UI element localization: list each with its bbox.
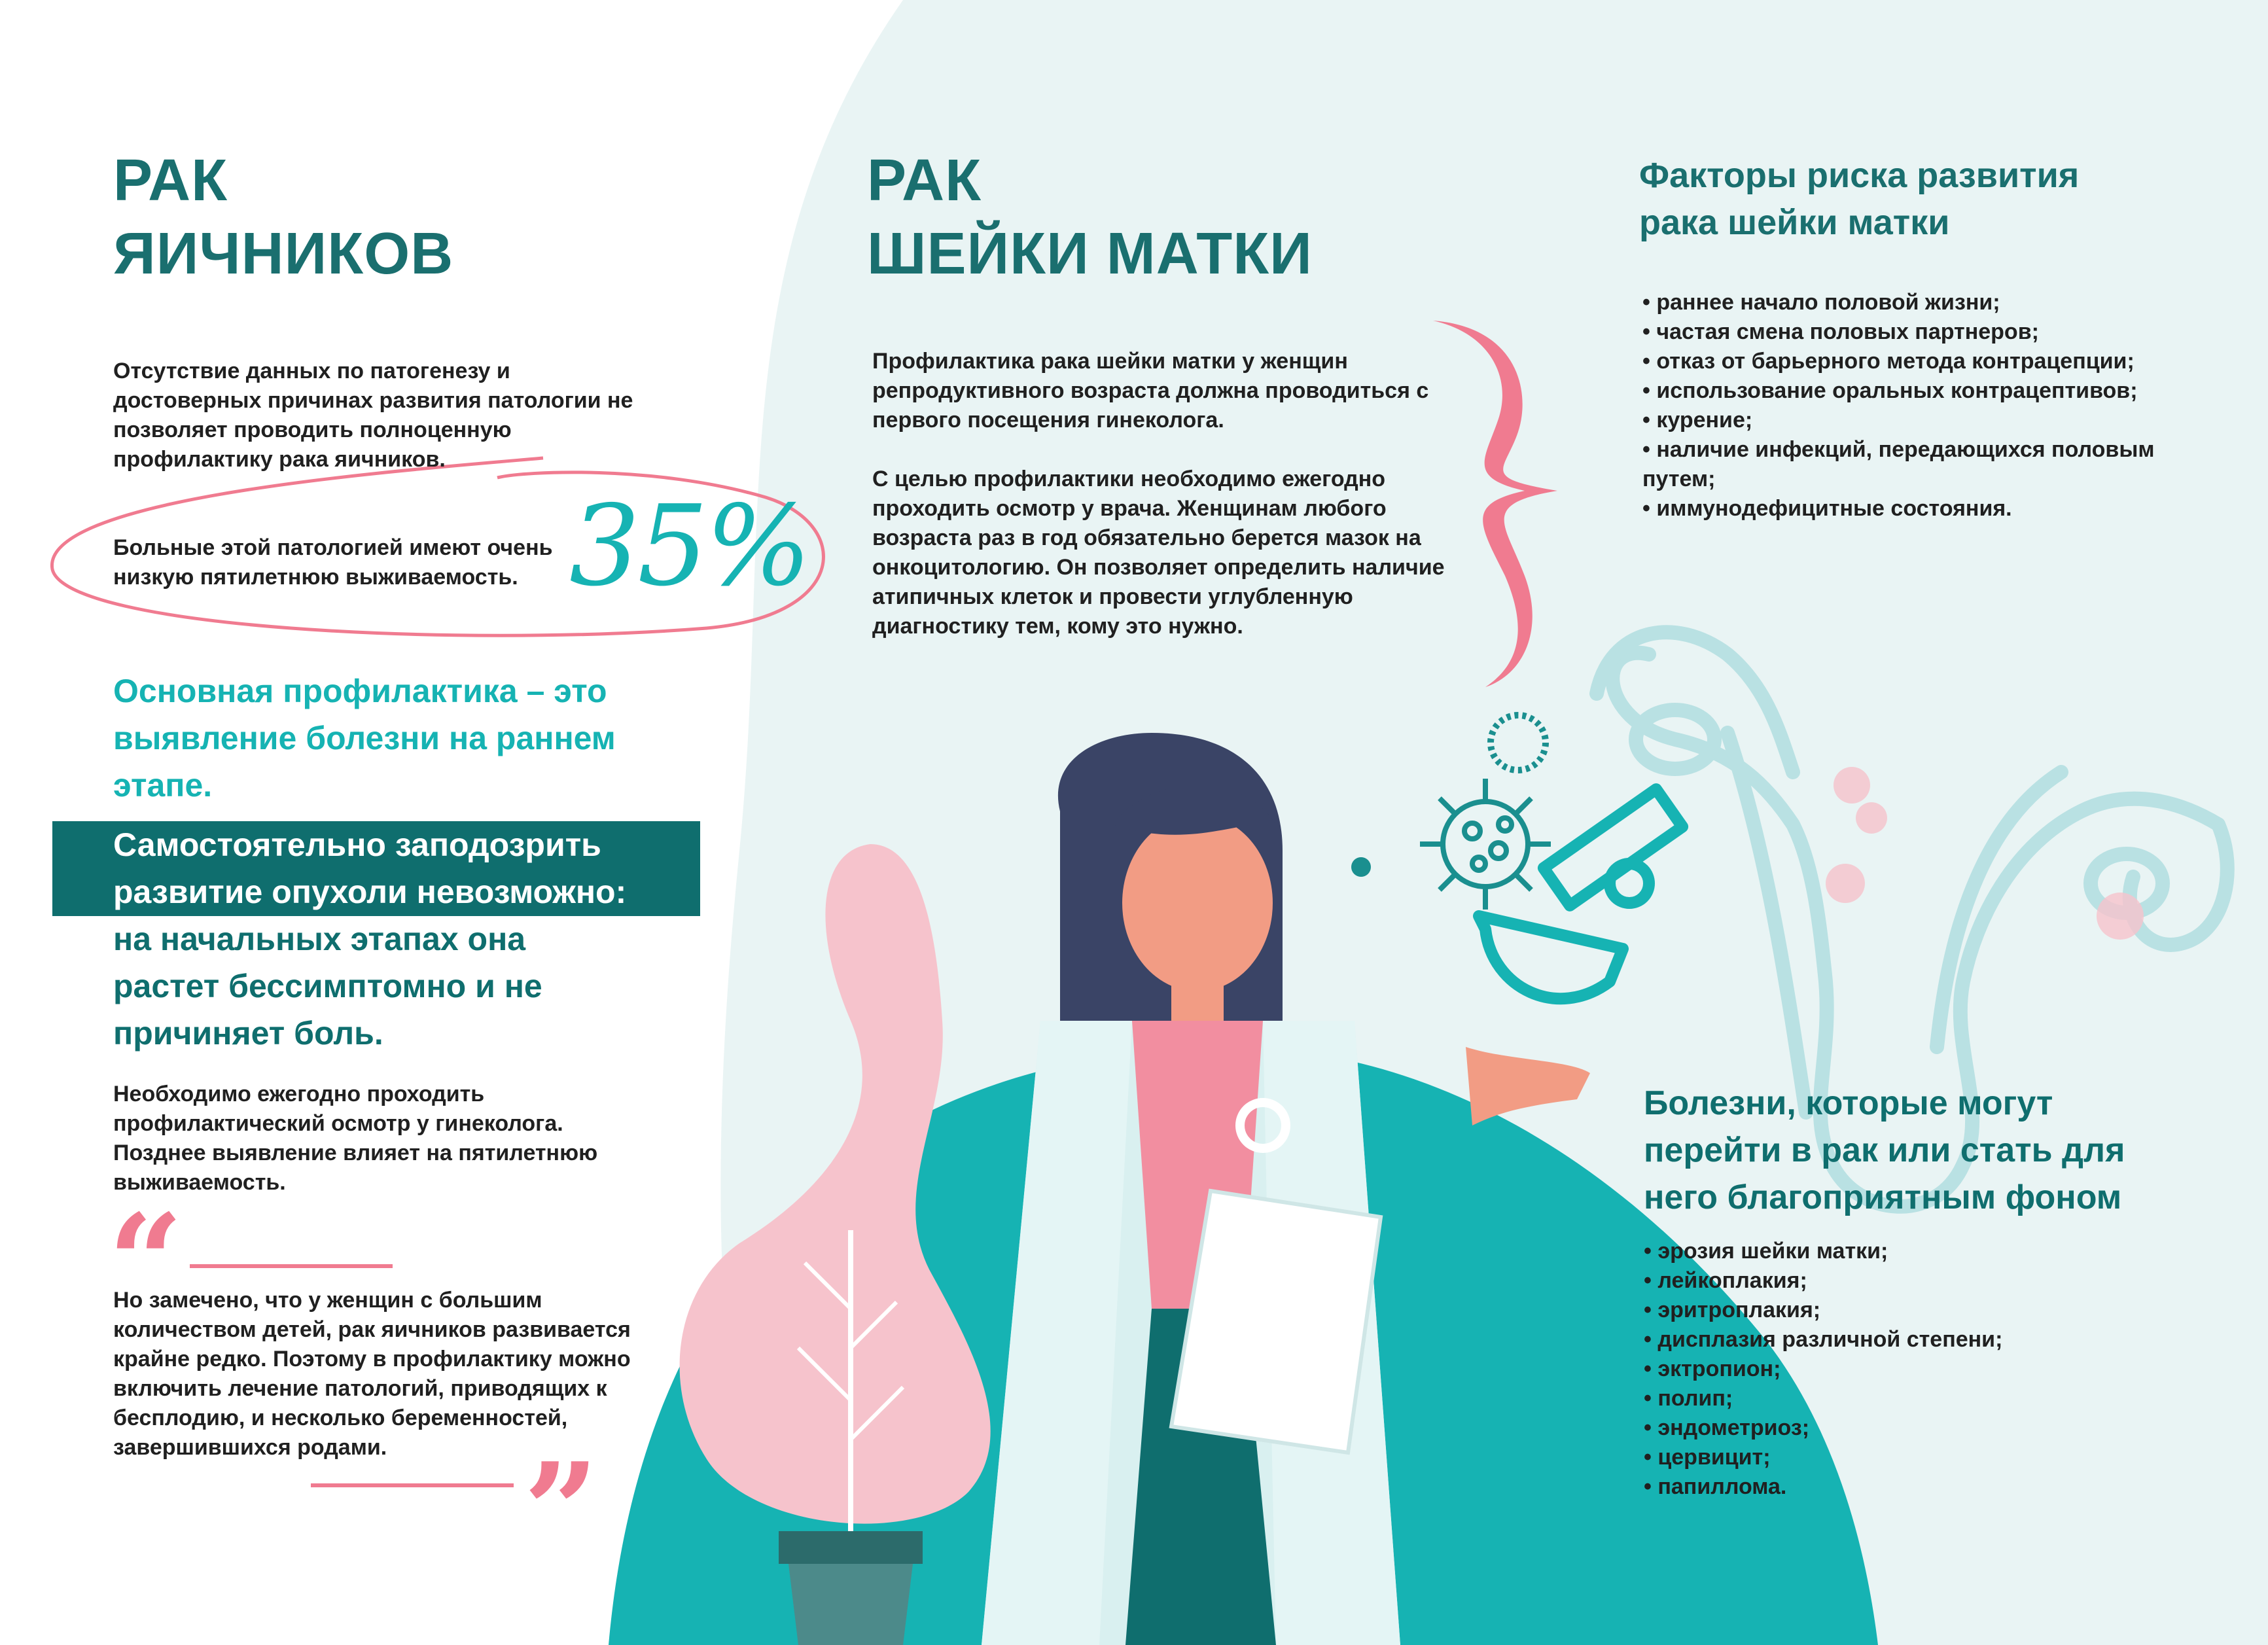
cervical-title-line2: ШЕЙКИ МАТКИ	[867, 221, 1313, 287]
list-item: • раннее начало половой жизни;	[1642, 288, 2205, 317]
cervical-cancer-title	[867, 144, 1313, 291]
list-item: • эрозия шейки матки;	[1644, 1237, 2167, 1266]
cervical-prevention-para1: Профилактика рака шейки матки у женщин репродуктивного возраста должна проводиться с первого посещения гинеколога.	[872, 349, 1429, 433]
quote-close-icon: ”	[523, 1434, 599, 1588]
list-item: • папиллома.	[1644, 1472, 2167, 1502]
ovarian-title-line1: РАК	[113, 148, 228, 213]
small-cell	[1351, 857, 1371, 877]
cervical-title-line1: РАК	[867, 148, 982, 213]
list-item: • эритроплакия;	[1644, 1296, 2167, 1325]
quote-open-icon: “	[108, 1186, 184, 1339]
precancer-diseases-list	[1644, 1237, 2167, 1502]
annual-exam-text: Необходимо ежегодно проходить профилактический осмотр у гинеколога. Позднее выявление влияет на пятилетнюю выживаемость.	[113, 1082, 598, 1195]
statement-rest-text: на начальных этапах она растет бессимптомно и не причиняет боль.	[113, 921, 542, 1052]
quote-text: Но замечено, что у женщин с большим количеством детей, рак яичников развивается крайне редко. Поэтому в профилактику можно включить лечение патологий, приводящих к бесплодию, и несколько беременностей, завершившихся родами.	[113, 1288, 631, 1460]
statement-line1: Самостоятельно заподозрить	[113, 826, 601, 863]
survival-percent: 35%	[569, 482, 809, 611]
list-item: • лейкоплакия;	[1644, 1266, 2167, 1296]
statement-line2: развитие опухоли невозможно:	[113, 874, 627, 910]
ovarian-intro-text: Отсутствие данных по патогенезу и достоверных причинах развития патологии не позволяет проводить полноценную профилактику рака яичников.	[113, 359, 633, 472]
risk-factors-list	[1642, 288, 2205, 523]
cervical-prevention-para2: С целью профилактики необходимо ежегодно проходить осмотр у врача. Женщинам любого возраста раз в год обязательно берется мазок на онкоцитологию. Он позволяет определить наличие атипичных клеток и провести углубленную диагностику тем, кому это нужно.	[872, 467, 1445, 639]
list-item: • эктропион;	[1644, 1354, 2167, 1384]
list-item: • иммунодефицитные состояния.	[1642, 494, 2205, 523]
prevention-heading: Основная профилактика – это выявление болезни на раннем этапе.	[113, 673, 616, 804]
list-item: • курение;	[1642, 406, 2205, 435]
list-item: • дисплазия различной степени;	[1644, 1325, 2167, 1354]
statement-band-text	[113, 821, 702, 915]
list-item: • отказ от барьерного метода контрацепции;	[1642, 347, 2205, 376]
survival-text: Больные этой патологией имеют очень низкую пятилетнюю выживаемость.	[113, 535, 553, 590]
precancer-diseases-title: Болезни, которые могут перейти в рак или стать для него благоприятным фоном	[1644, 1084, 2125, 1216]
list-item: • наличие инфекций, передающихся половым путем;	[1642, 435, 2205, 494]
list-item: • использование оральных контрацептивов;	[1642, 376, 2205, 406]
ovarian-title-line2: ЯИЧНИКОВ	[113, 221, 454, 287]
list-item: • эндометриоз;	[1644, 1413, 2167, 1443]
list-item: • частая смена половых партнеров;	[1642, 317, 2205, 347]
ovarian-cancer-title	[113, 144, 453, 291]
risk-factors-title: Факторы риска развития рака шейки матки	[1639, 156, 2080, 242]
list-item: • цервицит;	[1644, 1443, 2167, 1472]
list-item: • полип;	[1644, 1384, 2167, 1413]
